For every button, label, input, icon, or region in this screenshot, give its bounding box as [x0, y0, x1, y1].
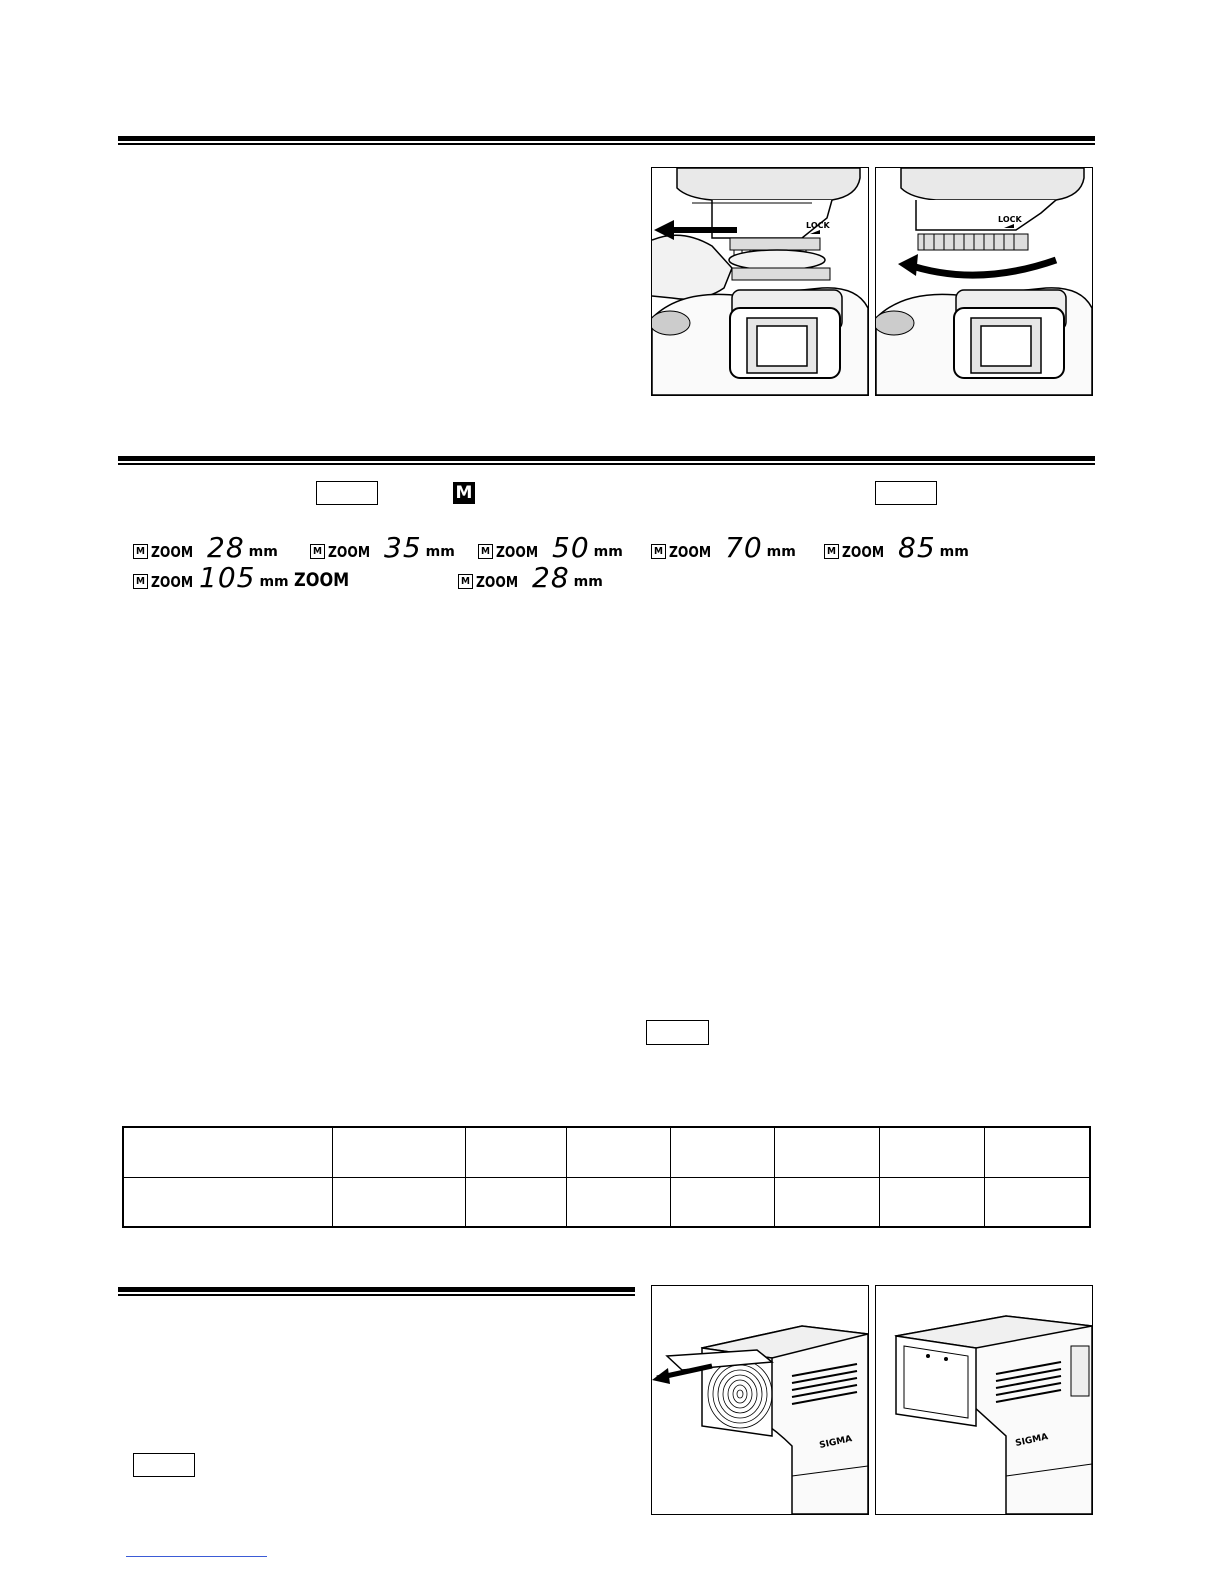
zoom-indicator: ZOOM: [328, 543, 371, 561]
figure-mount-slide: [651, 167, 869, 396]
table-cell: [879, 1127, 984, 1177]
section-rule-3: [118, 1287, 635, 1296]
table-cell: [984, 1177, 1090, 1227]
zoom-display-50: [478, 531, 623, 564]
zoom-display-28: [133, 531, 278, 564]
manual-indicator: M: [310, 544, 325, 559]
table-cell: [671, 1127, 775, 1177]
zoom-value: 35: [384, 531, 422, 564]
wide-panel-pull-illustration: [652, 1286, 868, 1514]
mode-button-box-2: [646, 1020, 709, 1045]
zoom-value: 85: [898, 531, 936, 564]
table-cell: [566, 1127, 671, 1177]
flash-mount-slide-illustration: [652, 168, 868, 395]
zoom-indicator: ZOOM: [669, 543, 712, 561]
zoom-indicator: ZOOM: [842, 543, 885, 561]
mode-button-box: [316, 481, 378, 505]
footer-link-underline[interactable]: [126, 1556, 267, 1557]
brand-label: SIGMA: [1014, 1432, 1050, 1449]
manual-indicator: M: [824, 544, 839, 559]
figure-wide-panel-extended: [875, 1285, 1093, 1515]
brand-label: SIGMA: [818, 1434, 854, 1451]
zoom-value: 70: [725, 531, 763, 564]
zoom-unit: mm: [573, 574, 603, 590]
table-cell: [775, 1127, 880, 1177]
auto-zoom-indicator: ZOOM: [294, 569, 350, 591]
spec-table: [122, 1126, 1091, 1228]
zoom-value: 105: [199, 561, 256, 594]
zoom-indicator: ZOOM: [151, 543, 194, 561]
manual-indicator: M: [458, 574, 473, 589]
zoom-indicator: ZOOM: [151, 573, 194, 591]
table-cell: [984, 1127, 1090, 1177]
zoom-unit: mm: [248, 544, 278, 560]
zoom-value: 28: [207, 531, 245, 564]
table-cell: [465, 1177, 566, 1227]
table-cell: [333, 1177, 466, 1227]
zoom-indicator: ZOOM: [476, 573, 519, 591]
figure-wide-panel-pull: [651, 1285, 869, 1515]
table-cell: [123, 1127, 333, 1177]
table-cell: [671, 1177, 775, 1227]
zoom-display-70: [651, 531, 796, 564]
section-rule-1: [118, 136, 1095, 145]
zoom-indicator: ZOOM: [496, 543, 539, 561]
manual-indicator: M: [651, 544, 666, 559]
table-cell: [775, 1177, 880, 1227]
zoom-display-35: [310, 531, 455, 564]
table-row: [123, 1127, 1090, 1177]
zoom-display-105: [133, 561, 289, 594]
zoom-unit: mm: [259, 574, 289, 590]
manual-indicator: M: [133, 544, 148, 559]
zoom-display-return-28: [458, 561, 603, 594]
table-cell: [465, 1127, 566, 1177]
table-cell: [566, 1177, 671, 1227]
flash-mount-rotate-illustration: [876, 168, 1092, 395]
section-rule-2: [118, 456, 1095, 465]
manual-indicator: M: [133, 574, 148, 589]
manual-indicator: M: [478, 544, 493, 559]
figure-mount-rotate: [875, 167, 1093, 396]
zoom-unit: mm: [766, 544, 796, 560]
table-row: [123, 1177, 1090, 1227]
table-cell: [123, 1177, 333, 1227]
table-cell: [879, 1177, 984, 1227]
manual-mode-badge: M: [453, 482, 475, 504]
zoom-unit: mm: [939, 544, 969, 560]
zoom-value: 28: [532, 561, 570, 594]
table-cell: [333, 1127, 466, 1177]
lock-label: LOCK: [806, 221, 830, 230]
lock-label: LOCK: [998, 215, 1022, 224]
wide-panel-button-box: [133, 1453, 195, 1477]
zoom-unit: mm: [425, 544, 455, 560]
zoom-unit: mm: [593, 544, 623, 560]
wide-panel-extended-illustration: [876, 1286, 1092, 1514]
zoom-button-box: [875, 481, 937, 505]
zoom-display-85: [824, 531, 969, 564]
zoom-value: 50: [552, 531, 590, 564]
